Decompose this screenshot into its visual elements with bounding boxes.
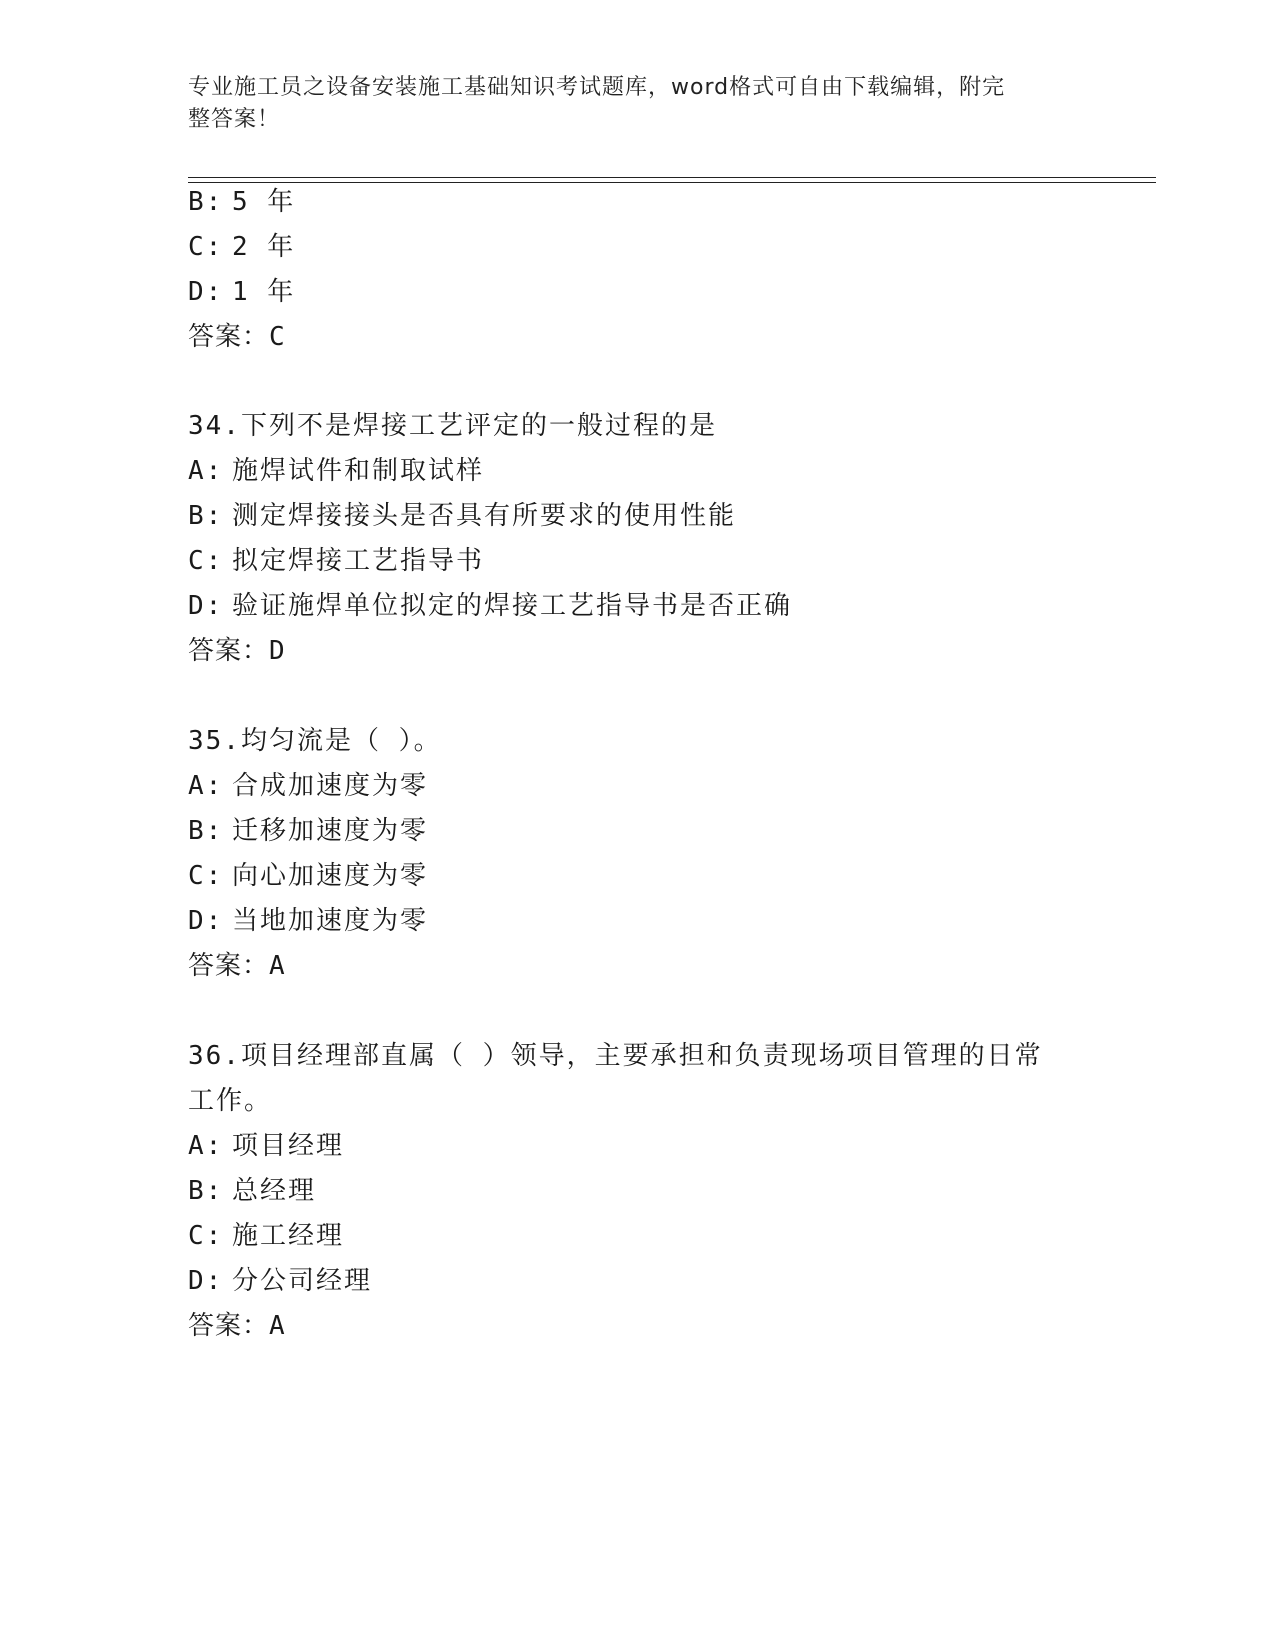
option-key: C: <box>188 1221 224 1251</box>
header-rule-bottom <box>188 182 1156 183</box>
option-key: A: <box>188 771 224 801</box>
option-d <box>188 590 792 622</box>
option-key: B: <box>188 1176 224 1206</box>
option-key: A: <box>188 456 224 486</box>
option-b <box>188 186 295 218</box>
option-text: 当地加速度为零 <box>232 906 429 936</box>
question-stem-continued: 工作。 <box>188 1086 273 1116</box>
answer-line <box>188 1310 286 1342</box>
option-b <box>188 815 428 847</box>
option-text: 总经理 <box>232 1176 317 1206</box>
document-header <box>188 72 1068 136</box>
answer-line <box>188 950 286 982</box>
option-text: 向心加速度为零 <box>232 861 429 891</box>
option-a <box>188 770 428 802</box>
option-c <box>188 545 484 577</box>
question-stem: 36.项目经理部直属（ ）领导，主要承担和负责现场项目管理的日常 <box>188 1041 1043 1071</box>
answer-value: C <box>269 322 286 352</box>
option-text: 分公司经理 <box>232 1266 373 1296</box>
answer-line <box>188 635 286 667</box>
option-text: 验证施焊单位拟定的焊接工艺指导书是否正确 <box>232 591 793 621</box>
option-a <box>188 455 484 487</box>
option-text: 5 年 <box>232 187 296 217</box>
option-text: 施工经理 <box>232 1221 345 1251</box>
option-c <box>188 231 295 263</box>
option-key: C: <box>188 861 224 891</box>
answer-value: A <box>269 1311 286 1341</box>
option-text: 项目经理 <box>232 1131 345 1161</box>
option-key: B: <box>188 501 224 531</box>
option-key: C: <box>188 232 224 262</box>
option-d <box>188 276 295 308</box>
option-b <box>188 500 736 532</box>
option-key: D: <box>188 1266 224 1296</box>
option-key: D: <box>188 906 224 936</box>
header-line-1: 专业施工员之设备安装施工基础知识考试题库，word格式可自由下载编辑，附完 <box>188 75 1006 100</box>
option-c <box>188 860 428 892</box>
option-key: A: <box>188 1131 224 1161</box>
option-b <box>188 1175 316 1207</box>
header-rule-top <box>188 177 1156 178</box>
answer-value: A <box>269 951 286 981</box>
option-c <box>188 1220 344 1252</box>
option-key: D: <box>188 591 224 621</box>
answer-label: 答案： <box>188 951 270 981</box>
option-key: C: <box>188 546 224 576</box>
option-text: 合成加速度为零 <box>232 771 429 801</box>
option-text: 迁移加速度为零 <box>232 816 429 846</box>
question-stem: 35.均匀流是（ ）。 <box>188 726 442 756</box>
question-stem: 34.下列不是焊接工艺评定的一般过程的是 <box>188 411 717 441</box>
option-text: 测定焊接接头是否具有所要求的使用性能 <box>232 501 737 531</box>
option-key: B: <box>188 187 224 217</box>
option-text: 拟定焊接工艺指导书 <box>232 546 485 576</box>
answer-line <box>188 321 286 353</box>
option-key: D: <box>188 277 224 307</box>
option-text: 2 年 <box>232 232 296 262</box>
answer-label: 答案： <box>188 636 270 666</box>
answer-label: 答案： <box>188 1311 270 1341</box>
answer-value: D <box>269 636 286 666</box>
header-line-2: 整答案！ <box>188 107 281 132</box>
answer-label: 答案： <box>188 322 270 352</box>
option-text: 施焊试件和制取试样 <box>232 456 485 486</box>
option-d <box>188 1265 372 1297</box>
option-text: 1 年 <box>232 277 296 307</box>
option-a <box>188 1130 344 1162</box>
option-d <box>188 905 428 937</box>
option-key: B: <box>188 816 224 846</box>
